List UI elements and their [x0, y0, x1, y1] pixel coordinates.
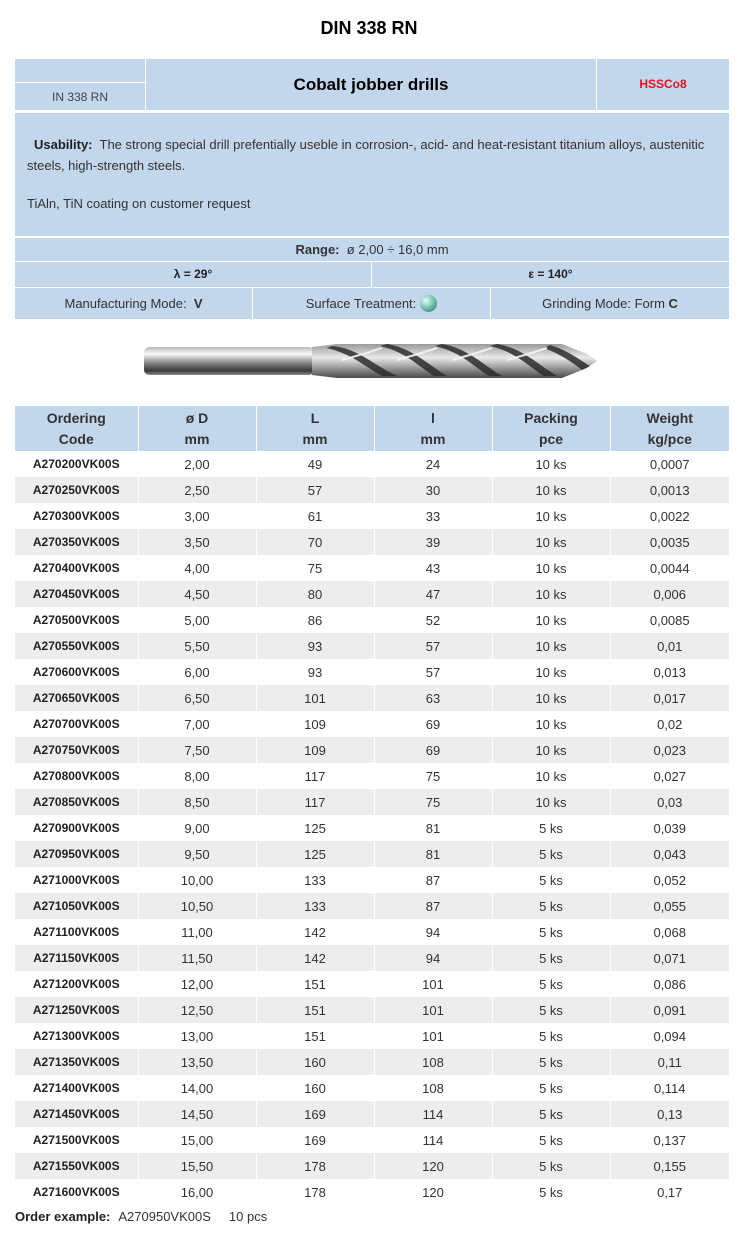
diameter-header — [138, 406, 256, 451]
diameter-cell: 12,00 — [138, 971, 256, 997]
flute-length-header — [374, 406, 492, 451]
diameter-cell: 16,00 — [138, 1179, 256, 1205]
length-cell: 160 — [256, 1075, 374, 1101]
flute-length-cell: 101 — [374, 1023, 492, 1049]
diameter-cell: 6,50 — [138, 685, 256, 711]
length-header — [256, 406, 374, 451]
weight-cell: 0,086 — [610, 971, 729, 997]
weight-cell: 0,013 — [610, 659, 729, 685]
diameter-cell: 10,00 — [138, 867, 256, 893]
table-row — [15, 945, 729, 971]
ordering-code-cell: A270250VK00S — [15, 477, 138, 503]
product-name: Cobalt jobber drills — [293, 75, 449, 94]
flute-length-cell: 30 — [374, 477, 492, 503]
packing-header-label: Packing — [524, 409, 578, 426]
packing-cell: 10 ks — [492, 529, 610, 555]
packing-cell: 10 ks — [492, 503, 610, 529]
weight-cell: 0,094 — [610, 1023, 729, 1049]
flute-length-cell: 57 — [374, 633, 492, 659]
weight-cell: 0,0013 — [610, 477, 729, 503]
length-cell: 160 — [256, 1049, 374, 1075]
ordering-code-cell: A271100VK00S — [15, 919, 138, 945]
packing-cell: 10 ks — [492, 451, 610, 477]
weight-cell: 0,11 — [610, 1049, 729, 1075]
table-row — [15, 919, 729, 945]
weight-cell: 0,068 — [610, 919, 729, 945]
packing-cell: 5 ks — [492, 841, 610, 867]
flute-length-cell: 33 — [374, 503, 492, 529]
diameter-cell: 15,00 — [138, 1127, 256, 1153]
table-row — [15, 659, 729, 685]
ordering-code-header-unit: Code — [58, 430, 94, 447]
length-cell: 142 — [256, 945, 374, 971]
ordering-code-cell: A270550VK00S — [15, 633, 138, 659]
diameter-cell: 9,00 — [138, 815, 256, 841]
packing-cell: 5 ks — [492, 893, 610, 919]
table-row — [15, 763, 729, 789]
packing-cell: 5 ks — [492, 945, 610, 971]
ordering-code-cell: A270500VK00S — [15, 607, 138, 633]
ordering-code-cell: A271300VK00S — [15, 1023, 138, 1049]
packing-cell: 5 ks — [492, 997, 610, 1023]
manufacturing-value: V — [193, 296, 203, 311]
length-cell: 117 — [256, 789, 374, 815]
order-example-quantity: 10 pcs — [228, 1209, 268, 1224]
diameter-cell: 15,50 — [138, 1153, 256, 1179]
flute-length-header-unit: mm — [420, 430, 446, 447]
length-cell: 151 — [256, 997, 374, 1023]
lambda-angle: λ = 29° — [15, 262, 372, 287]
packing-header-unit: pce — [538, 430, 564, 447]
ordering-code-cell: A270350VK00S — [15, 529, 138, 555]
table-row — [15, 841, 729, 867]
standard-cell — [15, 59, 146, 110]
diameter-header-unit: mm — [184, 430, 210, 447]
surface-treatment — [253, 288, 491, 319]
flute-length-cell: 94 — [374, 945, 492, 971]
table-row — [15, 997, 729, 1023]
diameter-cell: 13,50 — [138, 1049, 256, 1075]
flute-length-cell: 75 — [374, 789, 492, 815]
diameter-cell: 7,00 — [138, 711, 256, 737]
weight-cell: 0,043 — [610, 841, 729, 867]
drill-spec-table — [15, 406, 729, 1205]
packing-cell: 5 ks — [492, 1075, 610, 1101]
diameter-cell: 8,50 — [138, 789, 256, 815]
flute-length-cell: 114 — [374, 1101, 492, 1127]
ordering-code-cell: A271500VK00S — [15, 1127, 138, 1153]
modes-row — [15, 288, 729, 319]
weight-cell: 0,017 — [610, 685, 729, 711]
ordering-code-cell: A270750VK00S — [15, 737, 138, 763]
grinding-label: Grinding Mode: Form — [542, 296, 665, 311]
packing-cell: 10 ks — [492, 477, 610, 503]
diameter-cell: 5,50 — [138, 633, 256, 659]
weight-cell: 0,17 — [610, 1179, 729, 1205]
drill-image — [142, 334, 602, 388]
diameter-cell: 12,50 — [138, 997, 256, 1023]
flute-length-cell: 120 — [374, 1153, 492, 1179]
packing-cell: 5 ks — [492, 1049, 610, 1075]
table-row — [15, 1179, 729, 1205]
packing-cell: 10 ks — [492, 659, 610, 685]
packing-cell: 5 ks — [492, 1127, 610, 1153]
length-cell: 49 — [256, 451, 374, 477]
length-cell: 169 — [256, 1127, 374, 1153]
diameter-cell: 2,00 — [138, 451, 256, 477]
table-row — [15, 633, 729, 659]
length-cell: 80 — [256, 581, 374, 607]
weight-cell: 0,052 — [610, 867, 729, 893]
length-cell: 57 — [256, 477, 374, 503]
manufacturing-mode — [15, 288, 253, 319]
length-cell: 101 — [256, 685, 374, 711]
table-row — [15, 737, 729, 763]
flute-length-cell: 75 — [374, 763, 492, 789]
table-row — [15, 789, 729, 815]
ordering-code-cell: A270800VK00S — [15, 763, 138, 789]
weight-cell: 0,01 — [610, 633, 729, 659]
length-cell: 133 — [256, 893, 374, 919]
length-cell: 75 — [256, 555, 374, 581]
weight-cell: 0,02 — [610, 711, 729, 737]
manufacturing-label: Manufacturing Mode: — [64, 296, 187, 311]
packing-cell: 10 ks — [492, 607, 610, 633]
ordering-code-cell: A270650VK00S — [15, 685, 138, 711]
flute-length-cell: 24 — [374, 451, 492, 477]
weight-cell: 0,006 — [610, 581, 729, 607]
diameter-cell: 5,00 — [138, 607, 256, 633]
length-cell: 61 — [256, 503, 374, 529]
length-cell: 133 — [256, 867, 374, 893]
weight-cell: 0,13 — [610, 1101, 729, 1127]
table-row — [15, 555, 729, 581]
diameter-cell: 2,50 — [138, 477, 256, 503]
length-cell: 169 — [256, 1101, 374, 1127]
flute-length-cell: 52 — [374, 607, 492, 633]
usability-section — [15, 113, 729, 236]
flute-length-cell: 87 — [374, 867, 492, 893]
length-cell: 151 — [256, 1023, 374, 1049]
weight-cell: 0,03 — [610, 789, 729, 815]
ordering-code-cell: A271450VK00S — [15, 1101, 138, 1127]
coating-note: TiAln, TiN coating on customer request — [27, 196, 251, 211]
product-header — [15, 59, 729, 110]
table-header-row — [15, 406, 729, 451]
table-row — [15, 503, 729, 529]
ordering-code-cell: A271350VK00S — [15, 1049, 138, 1075]
flute-length-cell: 114 — [374, 1127, 492, 1153]
range-label: Range: — [295, 242, 340, 257]
weight-cell: 0,0022 — [610, 503, 729, 529]
ordering-code-cell: A270700VK00S — [15, 711, 138, 737]
table-row — [15, 815, 729, 841]
weight-header — [610, 406, 729, 451]
flute-length-cell: 63 — [374, 685, 492, 711]
weight-cell: 0,027 — [610, 763, 729, 789]
packing-cell: 10 ks — [492, 737, 610, 763]
length-header-unit: mm — [302, 430, 328, 447]
ordering-code-cell: A270950VK00S — [15, 841, 138, 867]
flute-length-cell: 47 — [374, 581, 492, 607]
diameter-cell: 4,50 — [138, 581, 256, 607]
packing-cell: 10 ks — [492, 789, 610, 815]
packing-cell: 5 ks — [492, 1153, 610, 1179]
ordering-code-cell: A271400VK00S — [15, 1075, 138, 1101]
packing-cell: 10 ks — [492, 633, 610, 659]
flute-length-cell: 69 — [374, 711, 492, 737]
flute-length-cell: 69 — [374, 737, 492, 763]
weight-cell: 0,055 — [610, 893, 729, 919]
flute-length-cell: 108 — [374, 1075, 492, 1101]
flute-length-cell: 101 — [374, 971, 492, 997]
length-header-label: L — [310, 409, 320, 426]
ordering-code-cell: A270850VK00S — [15, 789, 138, 815]
packing-cell: 10 ks — [492, 581, 610, 607]
packing-cell: 5 ks — [492, 867, 610, 893]
weight-cell: 0,023 — [610, 737, 729, 763]
packing-cell: 10 ks — [492, 555, 610, 581]
weight-cell: 0,137 — [610, 1127, 729, 1153]
order-example-label: Order example: — [15, 1209, 111, 1224]
table-row — [15, 711, 729, 737]
order-example-code: A270950VK00S — [118, 1209, 211, 1224]
steam-ball-icon — [420, 295, 437, 312]
flute-length-cell: 94 — [374, 919, 492, 945]
table-row — [15, 685, 729, 711]
length-cell: 178 — [256, 1179, 374, 1205]
ordering-code-cell: A271600VK00S — [15, 1179, 138, 1205]
diameter-cell: 13,00 — [138, 1023, 256, 1049]
length-cell: 151 — [256, 971, 374, 997]
diameter-cell: 7,50 — [138, 737, 256, 763]
diameter-cell: 6,00 — [138, 659, 256, 685]
weight-cell: 0,0085 — [610, 607, 729, 633]
range-value: ø 2,00 ÷ 16,0 mm — [346, 242, 449, 257]
packing-cell: 5 ks — [492, 1023, 610, 1049]
table-row — [15, 451, 729, 477]
diameter-cell: 3,00 — [138, 503, 256, 529]
weight-cell: 0,0007 — [610, 451, 729, 477]
packing-cell: 5 ks — [492, 1101, 610, 1127]
packing-cell: 5 ks — [492, 971, 610, 997]
table-row — [15, 1049, 729, 1075]
ordering-code-cell: A271000VK00S — [15, 867, 138, 893]
weight-header-label: Weight — [646, 409, 693, 426]
length-cell: 178 — [256, 1153, 374, 1179]
length-cell: 109 — [256, 737, 374, 763]
length-cell: 70 — [256, 529, 374, 555]
packing-header — [492, 406, 610, 451]
diameter-cell: 3,50 — [138, 529, 256, 555]
table-row — [15, 867, 729, 893]
weight-cell: 0,0044 — [610, 555, 729, 581]
usability-label: Usability: — [34, 137, 93, 152]
ordering-code-cell: A270300VK00S — [15, 503, 138, 529]
table-row — [15, 893, 729, 919]
table-row — [15, 1023, 729, 1049]
flute-length-cell: 43 — [374, 555, 492, 581]
packing-cell: 5 ks — [492, 1179, 610, 1205]
diameter-cell: 10,50 — [138, 893, 256, 919]
flute-length-cell: 87 — [374, 893, 492, 919]
ordering-code-cell: A270900VK00S — [15, 815, 138, 841]
flute-length-cell: 101 — [374, 997, 492, 1023]
usability-paragraph — [27, 134, 711, 176]
weight-cell: 0,155 — [610, 1153, 729, 1179]
diameter-cell: 11,50 — [138, 945, 256, 971]
packing-cell: 5 ks — [492, 919, 610, 945]
epsilon-angle: ε = 140° — [528, 267, 573, 281]
flute-length-cell: 39 — [374, 529, 492, 555]
ordering-code-cell: A270200VK00S — [15, 451, 138, 477]
ordering-code-cell: A271150VK00S — [15, 945, 138, 971]
flute-length-header-label: l — [431, 409, 435, 426]
ordering-code-header — [15, 406, 138, 451]
ordering-code-cell: A271200VK00S — [15, 971, 138, 997]
table-row — [15, 1127, 729, 1153]
table-row — [15, 971, 729, 997]
packing-cell: 10 ks — [492, 711, 610, 737]
table-row — [15, 581, 729, 607]
diameter-cell: 8,00 — [138, 763, 256, 789]
length-cell: 142 — [256, 919, 374, 945]
ordering-code-cell: A271550VK00S — [15, 1153, 138, 1179]
flute-length-cell: 108 — [374, 1049, 492, 1075]
weight-cell: 0,114 — [610, 1075, 729, 1101]
weight-header-unit: kg/pce — [647, 430, 692, 447]
length-cell: 86 — [256, 607, 374, 633]
ordering-code-header-label: Ordering — [46, 409, 106, 426]
flute-length-cell: 120 — [374, 1179, 492, 1205]
ordering-code-cell: A271050VK00S — [15, 893, 138, 919]
weight-cell: 0,091 — [610, 997, 729, 1023]
table-row — [15, 1075, 729, 1101]
range-row — [15, 238, 729, 261]
flute-length-cell: 57 — [374, 659, 492, 685]
weight-cell: 0,039 — [610, 815, 729, 841]
ordering-code-cell: A271250VK00S — [15, 997, 138, 1023]
flute-length-cell: 81 — [374, 815, 492, 841]
length-cell: 125 — [256, 815, 374, 841]
flute-length-cell: 81 — [374, 841, 492, 867]
diameter-cell: 9,50 — [138, 841, 256, 867]
material-badge: HSSCo8 — [596, 59, 729, 110]
diameter-cell: 4,00 — [138, 555, 256, 581]
length-cell: 93 — [256, 659, 374, 685]
diameter-cell: 14,50 — [138, 1101, 256, 1127]
diameter-cell: 11,00 — [138, 919, 256, 945]
table-row — [15, 477, 729, 503]
grinding-mode — [491, 288, 729, 319]
order-example — [15, 1209, 267, 1224]
table-row — [15, 529, 729, 555]
diameter-cell: 14,00 — [138, 1075, 256, 1101]
packing-cell: 5 ks — [492, 815, 610, 841]
packing-cell: 10 ks — [492, 685, 610, 711]
length-cell: 117 — [256, 763, 374, 789]
page-title: DIN 338 RN — [320, 18, 418, 38]
ordering-code-cell: A270450VK00S — [15, 581, 138, 607]
ordering-code-cell: A270600VK00S — [15, 659, 138, 685]
weight-cell: 0,071 — [610, 945, 729, 971]
table-row — [15, 1153, 729, 1179]
angles-row — [15, 262, 729, 287]
diameter-header-label: ø D — [185, 409, 209, 426]
table-row — [15, 607, 729, 633]
weight-cell: 0,0035 — [610, 529, 729, 555]
length-cell: 93 — [256, 633, 374, 659]
packing-cell: 10 ks — [492, 763, 610, 789]
standard-code: IN 338 RN — [51, 90, 109, 104]
usability-text: The strong special drill prefentially useble in corrosion-, acid- and heat-resistant titanium alloys, austenitic steels, high-strength steels. — [27, 137, 705, 173]
table-row — [15, 1101, 729, 1127]
ordering-code-cell: A270400VK00S — [15, 555, 138, 581]
length-cell: 125 — [256, 841, 374, 867]
grinding-value: C — [668, 296, 678, 311]
length-cell: 109 — [256, 711, 374, 737]
surface-label: Surface Treatment: — [305, 296, 417, 311]
